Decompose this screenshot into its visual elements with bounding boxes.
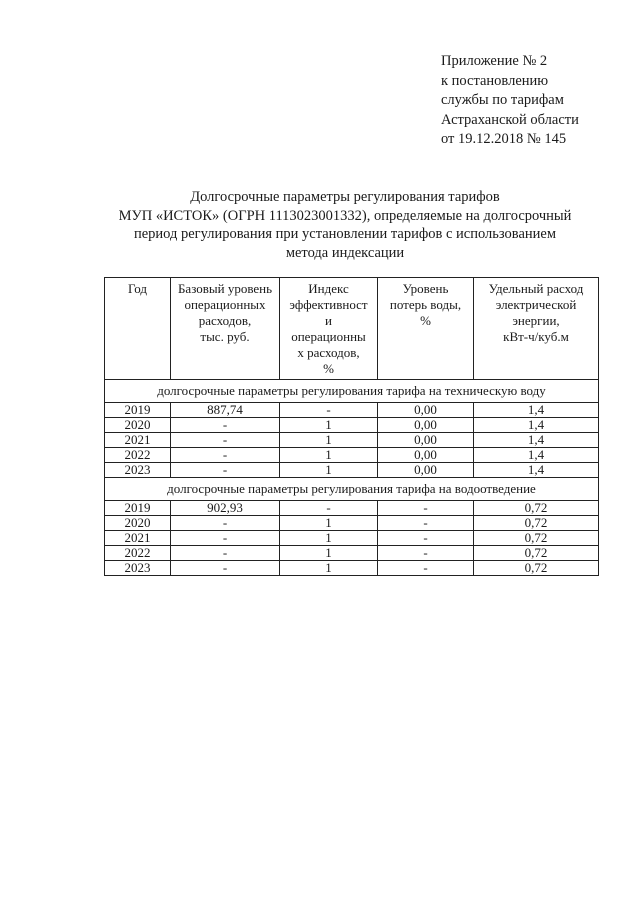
table-row — [105, 418, 599, 433]
appendix-line: Приложение № 2 — [441, 53, 548, 69]
header-base-opex: Базовый уровень операционных расходов, тыс. руб. — [171, 278, 280, 380]
cell-base-opex: 902,93 — [171, 501, 280, 516]
cell-year: 2020 — [105, 516, 171, 531]
cell-efficiency-index: 1 — [280, 531, 378, 546]
cell-base-opex: - — [171, 546, 280, 561]
cell-water-loss: 0,00 — [378, 463, 474, 478]
cell-energy: 1,4 — [474, 418, 599, 433]
cell-energy: 0,72 — [474, 531, 599, 546]
cell-energy: 0,72 — [474, 546, 599, 561]
section-title: долгосрочные параметры регулирования тарифа на техническую воду — [105, 380, 599, 403]
header-energy-consumption: Удельный расход электрической энергии, кВт-ч/куб.м — [474, 278, 599, 380]
cell-energy: 1,4 — [474, 403, 599, 418]
parameters-table — [104, 277, 599, 576]
cell-base-opex: - — [171, 433, 280, 448]
cell-efficiency-index: 1 — [280, 448, 378, 463]
cell-year: 2023 — [105, 463, 171, 478]
cell-year: 2022 — [105, 448, 171, 463]
section-title: долгосрочные параметры регулирования тарифа на водоотведение — [105, 478, 599, 501]
table-row — [105, 448, 599, 463]
cell-base-opex: 887,74 — [171, 403, 280, 418]
cell-energy: 1,4 — [474, 433, 599, 448]
header-efficiency-index: Индекс эффективност и операционны х расходов, % — [280, 278, 378, 380]
cell-energy: 1,4 — [474, 448, 599, 463]
appendix-line: к постановлению — [441, 72, 549, 89]
cell-base-opex: - — [171, 448, 280, 463]
cell-base-opex: - — [171, 463, 280, 478]
title-line: МУП «ИСТОК» (ОГРН 1113023001332), определяемые на долгосрочный — [118, 207, 572, 224]
table-row — [105, 463, 599, 478]
cell-efficiency-index: - — [280, 403, 378, 418]
cell-efficiency-index: 1 — [280, 561, 378, 576]
cell-water-loss: - — [378, 561, 474, 576]
table-row — [105, 546, 599, 561]
cell-base-opex: - — [171, 561, 280, 576]
table-row — [105, 531, 599, 546]
cell-water-loss: 0,00 — [378, 433, 474, 448]
table-row — [105, 433, 599, 448]
cell-water-loss: - — [378, 501, 474, 516]
cell-base-opex: - — [171, 516, 280, 531]
cell-water-loss: - — [378, 531, 474, 546]
cell-energy: 0,72 — [474, 501, 599, 516]
cell-efficiency-index: - — [280, 501, 378, 516]
section-row-technical-water — [105, 380, 599, 403]
cell-year: 2023 — [105, 561, 171, 576]
cell-efficiency-index: 1 — [280, 546, 378, 561]
title-line: Долгосрочные параметры регулирования тарифов — [190, 189, 500, 205]
cell-year: 2022 — [105, 546, 171, 561]
cell-year: 2019 — [105, 403, 171, 418]
table-row — [105, 516, 599, 531]
appendix-line: от 19.12.2018 № 145 — [441, 131, 567, 147]
cell-energy: 1,4 — [474, 463, 599, 478]
table-row — [105, 561, 599, 576]
table-header-row — [105, 278, 599, 380]
cell-efficiency-index: 1 — [280, 463, 378, 478]
cell-water-loss: 0,00 — [378, 403, 474, 418]
cell-year: 2019 — [105, 501, 171, 516]
cell-year: 2020 — [105, 418, 171, 433]
cell-water-loss: - — [378, 546, 474, 561]
cell-energy: 0,72 — [474, 561, 599, 576]
appendix-block — [441, 52, 631, 150]
cell-efficiency-index: 1 — [280, 516, 378, 531]
cell-water-loss: 0,00 — [378, 418, 474, 433]
appendix-line: службы по тарифам — [441, 92, 564, 108]
cell-year: 2021 — [105, 433, 171, 448]
table-row — [105, 501, 599, 516]
appendix-line: Астраханской области — [441, 111, 579, 128]
cell-water-loss: - — [378, 516, 474, 531]
table-row — [105, 403, 599, 418]
cell-efficiency-index: 1 — [280, 418, 378, 433]
header-year: Год — [105, 278, 171, 380]
title-line: метода индексации — [285, 244, 405, 261]
title-line: период регулирования при установлении тарифов с использованием — [133, 226, 557, 242]
cell-base-opex: - — [171, 531, 280, 546]
section-row-wastewater — [105, 478, 599, 501]
cell-year: 2021 — [105, 531, 171, 546]
cell-water-loss: 0,00 — [378, 448, 474, 463]
header-water-loss: Уровень потерь воды, % — [378, 278, 474, 380]
cell-energy: 0,72 — [474, 516, 599, 531]
document-title — [100, 188, 590, 262]
cell-base-opex: - — [171, 418, 280, 433]
cell-efficiency-index: 1 — [280, 433, 378, 448]
